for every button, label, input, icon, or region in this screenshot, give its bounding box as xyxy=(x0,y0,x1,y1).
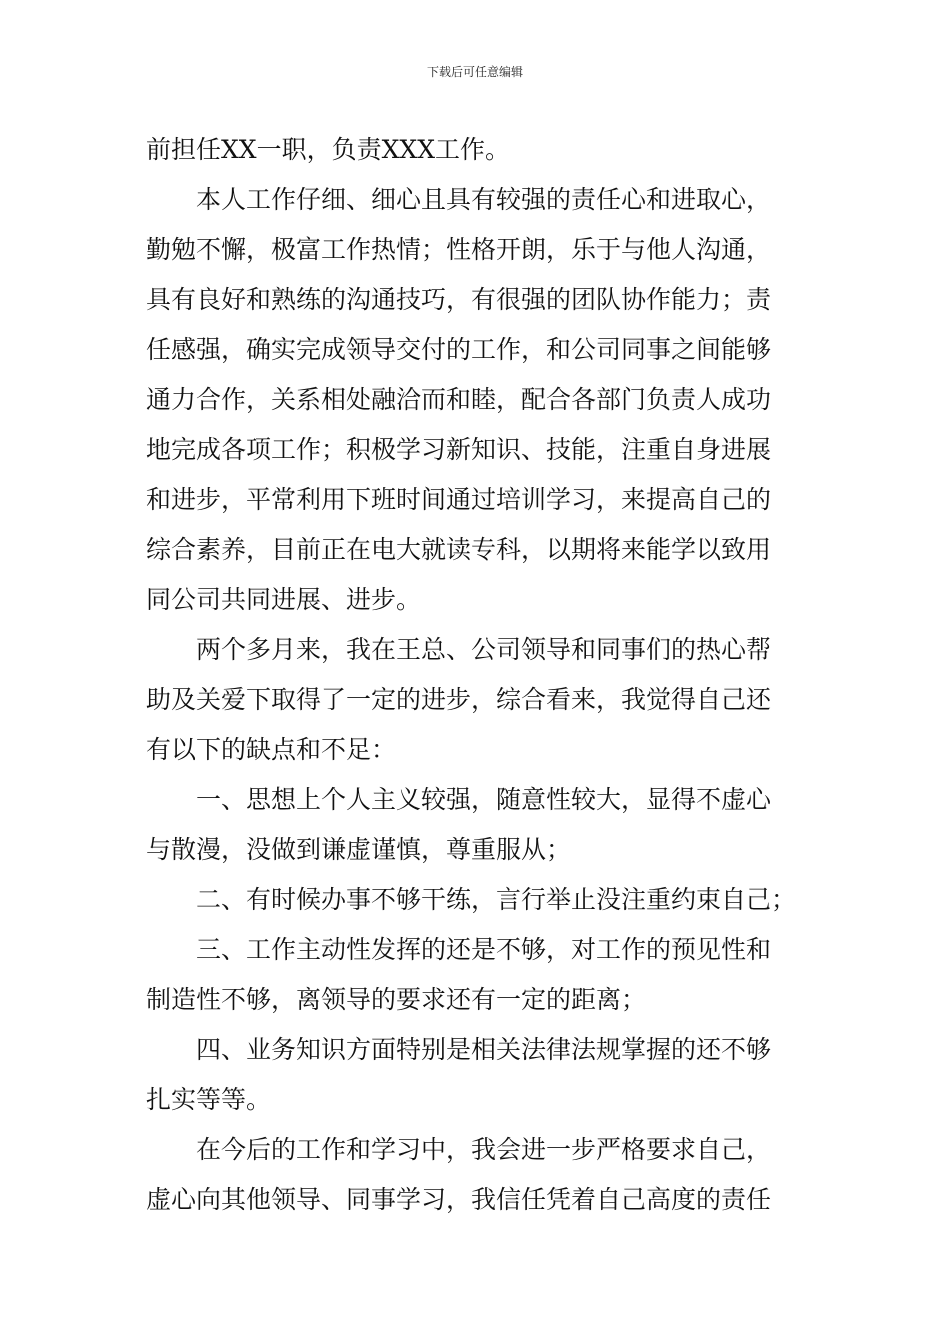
paragraph-line: 在今后的工作和学习中，我会进一步严格要求自己， xyxy=(196,1135,772,1164)
paragraph-line: 同公司共同进展、进步。 xyxy=(146,585,422,614)
paragraph-line: 综合素养，目前正在电大就读专科，以期将来能学以致用 xyxy=(146,535,772,564)
paragraph-line: 四、业务知识方面特别是相关法律法规掌握的还不够 xyxy=(196,1035,772,1064)
paragraph-line: 助及关爱下取得了一定的进步，综合看来，我觉得自己还 xyxy=(146,685,772,714)
paragraph-line: 任感强，确实完成领导交付的工作，和公司同事之间能够 xyxy=(146,335,772,364)
paragraph-line: 有以下的缺点和不足： xyxy=(146,735,397,764)
paragraph-line: 具有良好和熟练的沟通技巧，有很强的团队协作能力；责 xyxy=(146,285,772,314)
paragraph-line: 制造性不够，离领导的要求还有一定的距离； xyxy=(146,985,647,1014)
paragraph-line: 扎实等等。 xyxy=(146,1085,272,1114)
paragraph-line: 前担任XX一职，负责XXX工作。 xyxy=(146,135,510,164)
paragraph-line: 勤勉不懈，极富工作热情；性格开朗，乐于与他人沟通， xyxy=(146,235,772,264)
paragraph-line: 与散漫，没做到谦虚谨慎，尊重服从； xyxy=(146,835,572,864)
paragraph-line: 三、工作主动性发挥的还是不够，对工作的预见性和 xyxy=(196,935,772,964)
paragraph-line: 虚心向其他领导、同事学习，我信任凭着自己高度的责任 xyxy=(146,1185,772,1214)
document-body xyxy=(146,125,808,1225)
paragraph-line: 和进步，平常利用下班时间通过培训学习，来提高自己的 xyxy=(146,485,772,514)
paragraph-line: 二、有时候办事不够干练，言行举止没注重约束自己； xyxy=(196,885,797,914)
paragraph-line: 通力合作，关系相处融洽而和睦，配合各部门负责人成功 xyxy=(146,385,772,414)
paragraph-line: 本人工作仔细、细心且具有较强的责任心和进取心， xyxy=(196,185,772,214)
paragraph-line: 地完成各项工作；积极学习新知识、技能，注重自身进展 xyxy=(146,435,772,464)
paragraph-line: 一、思想上个人主义较强，随意性较大，显得不虚心 xyxy=(196,785,772,814)
paragraph-line: 两个多月来，我在王总、公司领导和同事们的热心帮 xyxy=(196,635,772,664)
page-header: 下载后可任意编辑 xyxy=(426,65,523,79)
